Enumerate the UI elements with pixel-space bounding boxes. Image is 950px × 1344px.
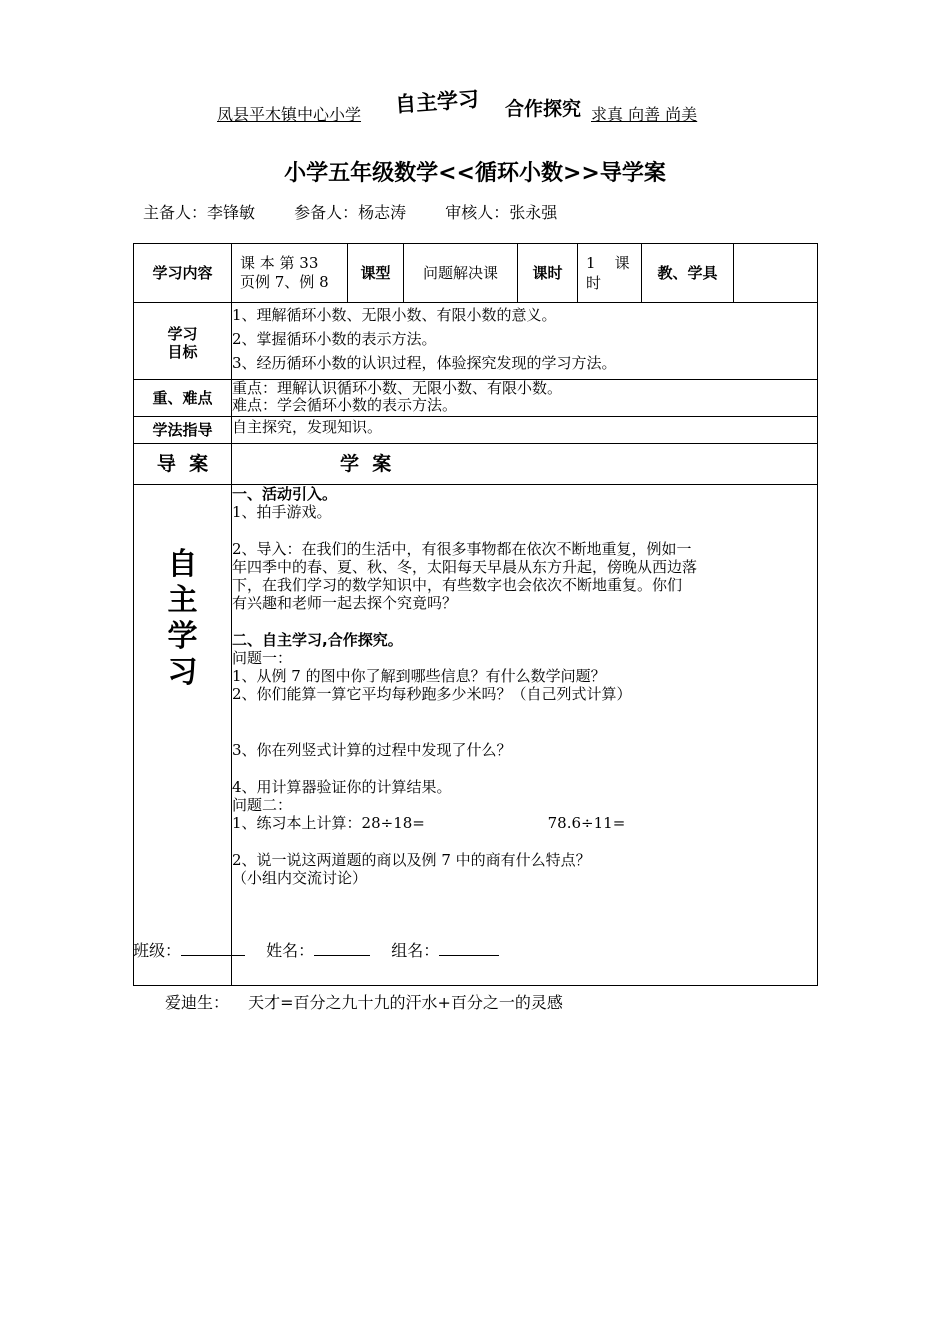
quote-text: 天才=百分之九十九的汗水+百分之一的灵感	[248, 993, 563, 1012]
question-2-title: 问题二：	[232, 796, 293, 814]
header-motto: 求真 向善 尚美	[591, 105, 698, 124]
label-goals-line-1: 学习	[167, 325, 198, 343]
content-cell	[232, 244, 348, 302]
main-preparer: 主备人：李锋敏	[143, 203, 256, 222]
section-2-title: 二、自主学习,合作探究。	[232, 631, 403, 649]
assist-preparer: 参备人：杨志涛	[294, 203, 407, 222]
plan-header-left: 导 案	[134, 444, 232, 485]
lesson-type-value: 问题解决课	[404, 244, 518, 302]
row1-details	[232, 244, 818, 303]
page-title: 小学五年级数学<<循环小数>>导学案	[284, 161, 666, 186]
calc-2: 78.6÷11=	[547, 814, 626, 832]
label-goals	[134, 303, 232, 380]
method-value: 自主探究，发现知识。	[232, 417, 818, 444]
lesson-plan-table	[133, 243, 818, 986]
self-study-char: 学	[167, 619, 198, 654]
header-slogan-2: 合作探究	[505, 98, 582, 120]
question-1-title: 问题一：	[232, 649, 293, 667]
lesson-hours-line-1: 1 课	[586, 254, 630, 272]
header-school: 凤县平木镇中心小学	[217, 105, 362, 124]
header-line	[213, 87, 743, 124]
goal-item: 2、掌握循环小数的表示方法。	[232, 330, 437, 348]
self-study-label	[134, 485, 232, 986]
row-goals	[134, 303, 818, 380]
lesson-hours-line-2: 时	[586, 274, 602, 292]
row-key-points	[134, 380, 818, 417]
label-method: 学法指导	[134, 417, 232, 444]
self-study-char: 自	[167, 547, 198, 582]
question-2-item-1	[232, 814, 817, 832]
section-1-item-2-line: 下，在我们学习的数学知识中，有些数字也会依次不断地重复。你们	[232, 576, 683, 594]
name-blank[interactable]	[314, 941, 370, 956]
question-1-item: 2、你们能算一算它平均每秒跑多少米吗？（自己列式计算）	[232, 685, 632, 703]
footer-info	[133, 938, 499, 961]
label-teaching-tools: 教、学具	[642, 244, 734, 302]
label-lesson-content: 学习内容	[134, 244, 232, 303]
content-line-1: 课 本 第 33	[240, 254, 319, 272]
difficult-point: 难点：学会循环小数的表示方法。	[232, 396, 458, 414]
label-lesson-type: 课型	[348, 244, 404, 302]
content-line-2: 页例 7、例 8	[240, 273, 329, 291]
section-1-item-1: 1、拍手游戏。	[232, 503, 332, 521]
self-study-char: 习	[167, 655, 198, 690]
group-label: 组名：	[391, 941, 440, 960]
question-1-item: 1、从例 7 的图中你了解到哪些信息？有什么数学问题？	[232, 667, 606, 685]
section-1-item-2-line: 有兴趣和老师一起去探个究竟吗？	[232, 594, 458, 612]
preparers-line	[143, 200, 591, 223]
goal-item: 3、经历循环小数的认识过程，体验探究发现的学习方法。	[232, 354, 617, 372]
section-1-item-2-line: 2、导入：在我们的生活中，有很多事物都在依次不断地重复，例如一	[232, 540, 692, 558]
reviewer: 审核人：张永强	[445, 203, 558, 222]
row-self-study	[134, 485, 818, 986]
label-lesson-hours: 课时	[518, 244, 578, 302]
plan-header-right: 学 案	[232, 444, 818, 485]
lesson-hours-cell	[578, 244, 642, 302]
self-study-content	[232, 485, 818, 986]
quote	[165, 990, 563, 1013]
calc-1: 1、练习本上计算：28÷18=	[232, 814, 425, 832]
label-goals-line-2: 目标	[167, 343, 198, 361]
goals-list	[232, 303, 818, 380]
question-1-item: 4、用计算器验证你的计算结果。	[232, 778, 452, 796]
header-slogan-1: 自主学习	[394, 87, 480, 117]
teaching-tools-value	[734, 244, 817, 302]
key-points-text	[232, 380, 818, 417]
class-blank[interactable]	[181, 941, 245, 956]
section-1-item-2-line: 年四季中的春、夏、秋、冬，太阳每天早晨从东方升起，傍晚从西边落	[232, 558, 698, 576]
group-blank[interactable]	[439, 941, 499, 956]
name-label: 姓名：	[266, 941, 315, 960]
label-key-points: 重、难点	[134, 380, 232, 417]
self-study-char: 主	[167, 583, 198, 618]
section-1-title: 一、活动引入。	[232, 485, 338, 503]
goal-item: 1、理解循环小数、无限小数、有限小数的意义。	[232, 306, 557, 324]
class-label: 班级：	[133, 941, 182, 960]
key-point: 重点：理解认识循环小数、无限小数、有限小数。	[232, 379, 563, 397]
row-plan-header	[134, 444, 818, 485]
quote-author: 爱迪生：	[165, 993, 230, 1012]
row-lesson-content	[134, 244, 818, 303]
question-1-item: 3、你在列竖式计算的过程中发现了什么？	[232, 741, 512, 759]
row-method	[134, 417, 818, 444]
question-2-item-2: 2、说一说这两道题的商以及例 7 中的商有什么特点？	[232, 851, 591, 869]
question-2-item-2-note: （小组内交流讨论）	[232, 869, 368, 887]
